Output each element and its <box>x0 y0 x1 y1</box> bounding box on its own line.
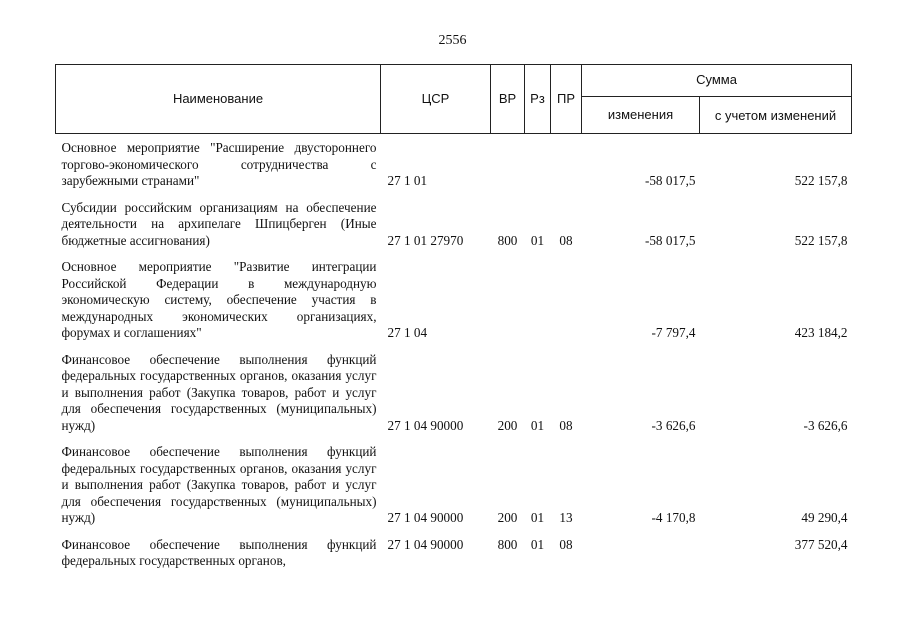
row-rz-cell: 01 <box>530 232 545 248</box>
row-csr-cell: 27 1 04 90000 <box>387 417 464 433</box>
header-sum: Сумма <box>582 65 852 97</box>
row-change-cell <box>582 529 700 572</box>
table-row <box>56 134 852 192</box>
row-vr-cell: 800 <box>497 536 518 552</box>
row-pr-cell <box>551 134 582 192</box>
row-pr-cell: 08 <box>559 232 573 248</box>
header-vr: ВР <box>491 65 525 134</box>
row-name-cell: Финансовое обеспечение выполнения функций федеральных государственных органов, оказания услуг и выполнения работ (Закупка товаров, работ и услуг для обеспечения государственных (муниципальных) нужд) <box>61 444 377 525</box>
table-body <box>56 134 852 572</box>
row-total-cell: 423 184,2 <box>794 325 848 340</box>
row-name-cell: Субсидии российским организациям на обеспечение деятельности на архипелаге Шпицберген (Иные бюджетные ассигнования) <box>61 199 377 248</box>
row-vr-cell: 800 <box>497 232 518 248</box>
row-pr-cell: 13 <box>559 510 573 525</box>
row-rz-cell: 01 <box>530 536 545 552</box>
row-change-cell: -7 797,4 <box>651 325 696 340</box>
header-with-change: с учетом изменений <box>700 97 852 134</box>
row-rz-cell <box>525 251 551 344</box>
row-name-cell: Финансовое обеспечение выполнения функций федеральных государственных органов, <box>61 536 377 568</box>
row-rz-cell: 01 <box>530 417 545 433</box>
budget-table <box>55 64 852 572</box>
row-pr-cell: 08 <box>559 536 573 552</box>
row-csr-cell: 27 1 04 90000 <box>387 510 464 525</box>
row-vr-cell: 200 <box>497 510 518 525</box>
page-number: 2556 <box>438 33 467 48</box>
header-pr: ПР <box>551 65 582 134</box>
row-csr-cell: 27 1 01 <box>387 173 428 188</box>
row-change-cell: -3 626,6 <box>651 417 696 433</box>
row-vr-cell: 200 <box>497 417 518 433</box>
row-rz-cell: 01 <box>530 510 545 525</box>
table-row <box>56 344 852 437</box>
row-rz-cell <box>525 134 551 192</box>
row-change-cell: -4 170,8 <box>651 510 696 525</box>
row-name-cell: Финансовое обеспечение выполнения функций федеральных государственных органов, оказания услуг и выполнения работ (Закупка товаров, работ и услуг для обеспечения государственных (муниципальных) нужд) <box>61 351 377 433</box>
row-change-cell: -58 017,5 <box>644 173 696 188</box>
table-row <box>56 436 852 529</box>
row-csr-cell: 27 1 04 <box>387 325 428 340</box>
row-pr-cell: 08 <box>559 417 573 433</box>
row-vr-cell <box>491 134 525 192</box>
table-row <box>56 192 852 252</box>
header-csr: ЦСР <box>381 65 491 134</box>
row-change-cell: -58 017,5 <box>644 232 696 248</box>
row-total-cell: -3 626,6 <box>803 417 848 433</box>
row-total-cell: 522 157,8 <box>794 232 848 248</box>
row-total-cell: 522 157,8 <box>794 173 848 188</box>
header-name: Наименование <box>56 65 381 134</box>
header-change: изменения <box>582 97 700 134</box>
row-pr-cell <box>551 251 582 344</box>
table-row <box>56 529 852 572</box>
row-name-cell: Основное мероприятие "Расширение двустороннего торгово-экономического сотрудничества с зарубежными странами" <box>61 140 377 188</box>
row-name-cell: Основное мероприятие "Развитие интеграции Российской Федерации в международную экономическую систему, обеспечение участия в международных экономических организациях, форумах и соглашениях" <box>61 259 377 340</box>
header-rz: Рз <box>525 65 551 134</box>
row-csr-cell: 27 1 01 27970 <box>387 232 464 248</box>
row-total-cell: 49 290,4 <box>801 510 848 525</box>
row-vr-cell <box>491 251 525 344</box>
row-total-cell: 377 520,4 <box>794 536 848 552</box>
row-csr-cell: 27 1 04 90000 <box>387 536 464 552</box>
table-row <box>56 251 852 344</box>
